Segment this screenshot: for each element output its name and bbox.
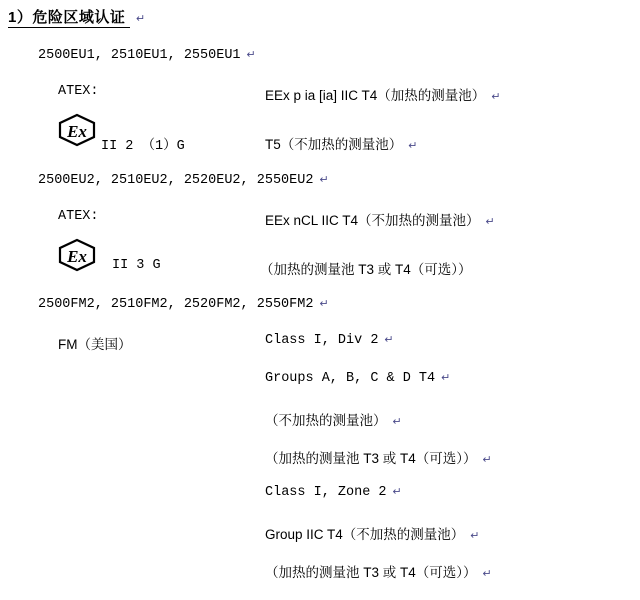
atex-marking-text: II 3 G <box>112 258 161 273</box>
certification-label-text: ATEX: <box>58 84 99 99</box>
model-list <box>38 48 256 63</box>
certification-value <box>265 209 495 229</box>
paragraph-mark: ↵ <box>491 91 501 103</box>
model-list <box>38 173 329 188</box>
paragraph-mark: ↵ <box>441 372 451 384</box>
certification-value-text: Class I, Zone 2 <box>265 485 387 500</box>
certification-value-text: （加热的测量池 T3 或 T4（可选）） <box>260 262 472 277</box>
certification-label-text: ATEX: <box>58 209 99 224</box>
svg-text:Ex: Ex <box>67 247 87 266</box>
certification-value <box>265 333 394 348</box>
paragraph-mark: ↵ <box>136 13 146 25</box>
certification-value-text: Group IIC T4（不加热的测量池） <box>265 527 465 542</box>
model-list-text: 2500EU1, 2510EU1, 2550EU1 <box>38 48 241 63</box>
atex-marking-label <box>101 133 185 154</box>
atex-ex-hexagon-icon <box>56 238 98 268</box>
certification-value-text: （加热的测量池 T3 或 T4（可选）） <box>265 451 477 466</box>
certification-label <box>58 209 99 224</box>
certification-value <box>265 409 402 429</box>
paragraph-mark: ↵ <box>246 49 256 61</box>
certification-value-text: EEx p ia [ia] IIC T4（加热的测量池） <box>265 88 486 103</box>
certification-value-text: EEx nCL IIC T4（不加热的测量池） <box>265 213 480 228</box>
certification-value <box>265 371 450 386</box>
certification-label-text: FM（美国） <box>58 337 132 352</box>
atex-marking-label <box>112 258 161 273</box>
paragraph-mark: ↵ <box>384 334 394 346</box>
paragraph-mark: ↵ <box>482 454 492 466</box>
certification-value <box>265 485 402 500</box>
paragraph-mark: ↵ <box>392 416 402 428</box>
atex-ex-hexagon-icon <box>56 113 98 143</box>
paragraph-mark: ↵ <box>319 298 329 310</box>
certification-value-text: Groups A, B, C & D T4 <box>265 371 436 386</box>
paragraph-mark: ↵ <box>482 568 492 580</box>
certification-label <box>58 84 99 99</box>
heading-text: 危险区域认证 <box>32 9 126 26</box>
certification-value <box>265 523 480 543</box>
paragraph-mark: ↵ <box>470 530 480 542</box>
model-list-text: 2500FM2, 2510FM2, 2520FM2, 2550FM2 <box>38 297 314 312</box>
certification-value-text: （不加热的测量池） <box>265 413 387 428</box>
certification-value <box>265 447 492 467</box>
certification-value <box>265 133 417 153</box>
paragraph-mark: ↵ <box>485 216 495 228</box>
certification-value-text: （加热的测量池 T3 或 T4（可选）） <box>265 565 477 580</box>
heading-number: 1） <box>8 9 33 26</box>
svg-text:Ex: Ex <box>67 122 87 141</box>
certification-value <box>265 84 501 104</box>
paragraph-mark: ↵ <box>392 486 402 498</box>
page-title <box>8 6 146 27</box>
model-list <box>38 297 329 312</box>
atex-marking-text: II 2 （1）G <box>101 139 185 154</box>
certification-value <box>260 258 478 278</box>
certification-value-text: T5（不加热的测量池） <box>265 137 403 152</box>
paragraph-mark: ↵ <box>408 140 418 152</box>
paragraph-mark: ↵ <box>319 174 329 186</box>
certification-value-text: Class I, Div 2 <box>265 333 379 348</box>
certification-label <box>58 333 132 353</box>
certification-value <box>265 561 492 581</box>
model-list-text: 2500EU2, 2510EU2, 2520EU2, 2550EU2 <box>38 173 314 188</box>
